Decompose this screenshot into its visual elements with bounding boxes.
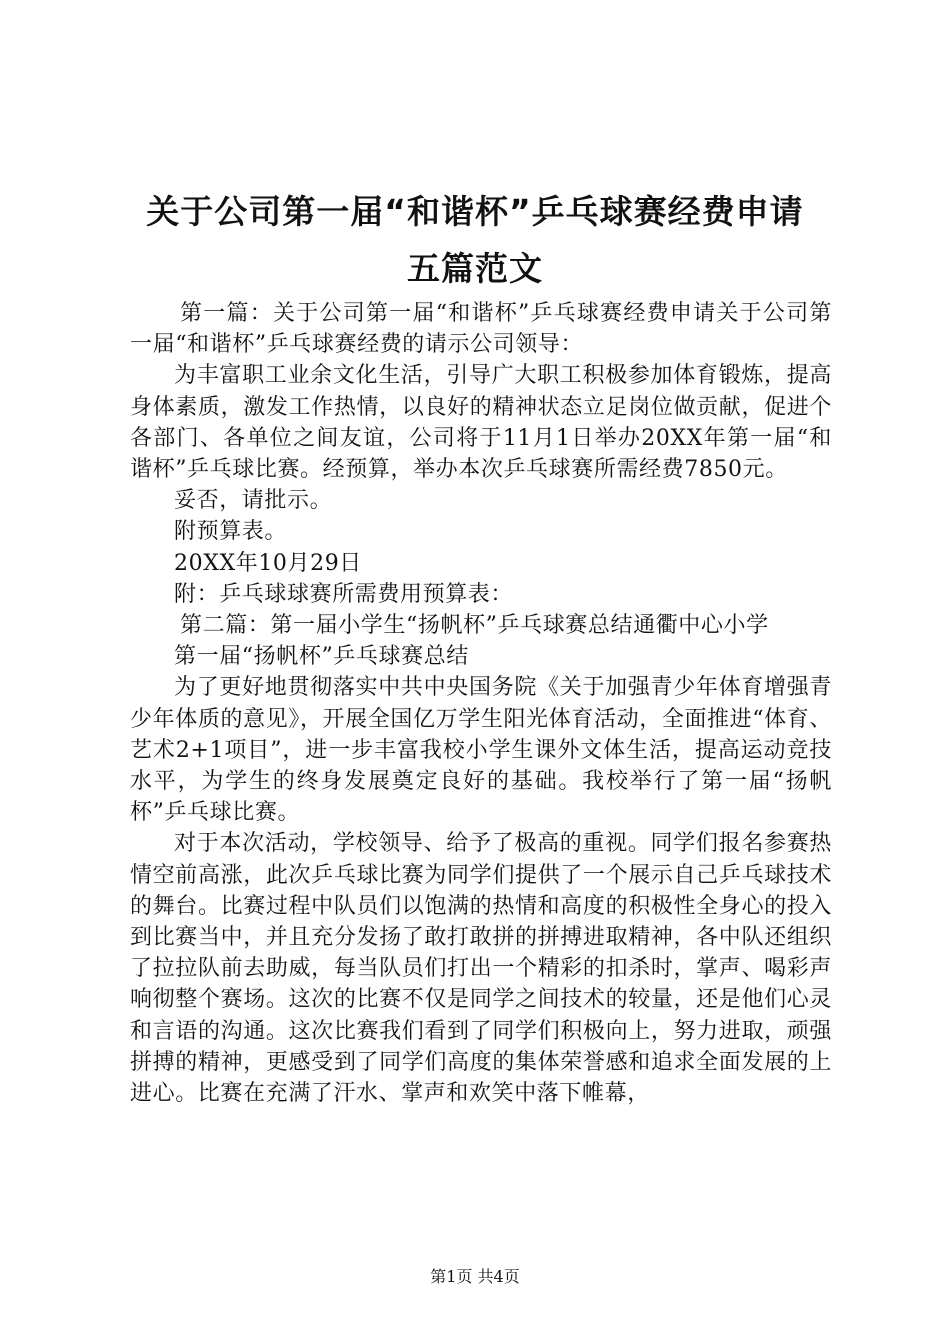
document-title-line-2: 五篇范文 [407,249,543,288]
paragraph: 对于本次活动，学校领导、给予了极高的重视。同学们报名参赛热情空前高涨，此次乒乓球比赛为同学们提供了一个展示自己乒乓球技术的舞台。比赛过程中队员们以饱满的热情和高度的积极性全身心的投入到比赛当中，并且充分发扬了敢打敢拼的拼搏进取精神，各中队还组织了拉拉队前去助威，每当队员们打出一个精彩的扣杀时，掌声、喝彩声响彻整个赛场。这次的比赛不仅是同学之间技术的较量，还是他们心灵和言语的沟通。这次比赛我们看到了同学们积极向上，努力进取，顽强拼搏的精神，更感受到了同学们高度的集体荣誉感和追求全面发展的上进心。比赛在充满了汗水、掌声和欢笑中落下帷幕， [130,831,832,1107]
paragraph: 附预算表。 [174,519,288,545]
paragraph: 附：乒乓球球赛所需费用预算表： [174,581,514,607]
document-title-line-1: 关于公司第一届“和谐杯”乒乓球赛经费申请 [146,192,804,231]
paragraph: 为丰富职工业余文化生活，引导广大职工积极参加体育锻炼，提高身体素质，激发工作热情，以良好的精神状态立足岗位做贡献，促进个各部门、各单位之间友谊，公司将于11月1日举办20XX年第一届“和谐杯”乒乓球比赛。经预算，举办本次乒乓球赛所需经费7850元。 [130,363,832,483]
paragraph: 妥否，请批示。 [174,488,333,514]
paragraph: 为了更好地贯彻落实中共中央国务院《关于加强青少年体育增强青少年体质的意见》，开展全国亿万学生阳光体育活动，全面推进“体育、艺术2+1项目”，进一步丰富我校小学生课外文体生活，提高运动竞技水平，为学生的终身发展奠定良好的基础。我校举行了第一届“扬帆杯”乒乓球比赛。 [130,675,832,826]
paragraph-section-2-heading: 第二篇：第一届小学生“扬帆杯”乒乓球赛总结通衢中心小学 [180,613,769,639]
page-footer: 第1页 共4页 [430,1267,520,1286]
paragraph-section-1-heading: 第一篇：关于公司第一届“和谐杯”乒乓球赛经费申请关于公司第一届“和谐杯”乒乓球赛经费的请示公司领导： [130,301,832,358]
paragraph-subtitle: 第一届“扬帆杯”乒乓球赛总结 [174,644,469,670]
paragraph-date: 20XX年10月29日 [174,550,362,576]
document-body [130,298,832,1109]
